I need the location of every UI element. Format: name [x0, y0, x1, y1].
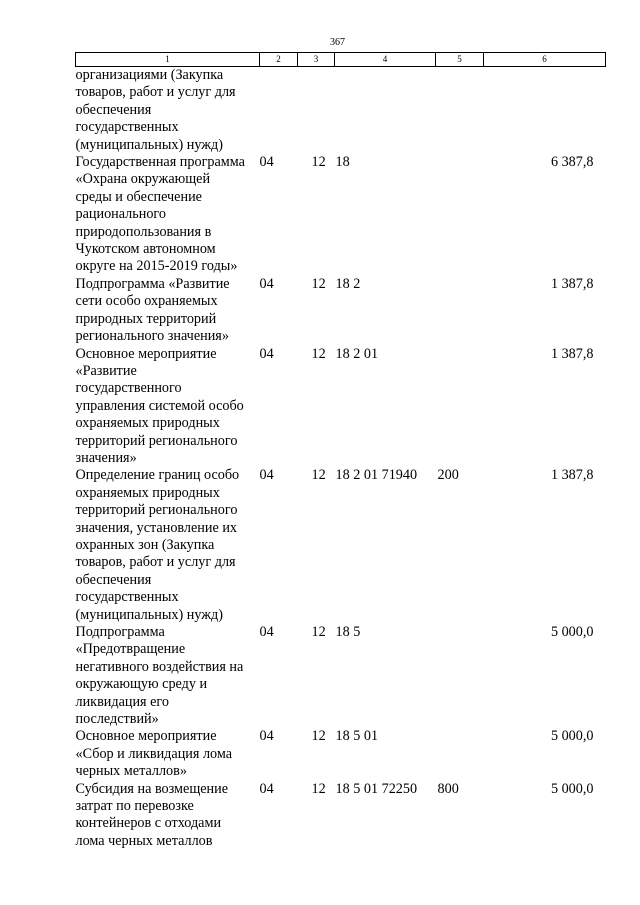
row-name [76, 728, 260, 780]
row-name-line: среды и обеспечение [75, 188, 202, 205]
table-row [76, 346, 606, 468]
table-row [76, 154, 606, 276]
row-rz: 12 [311, 154, 326, 171]
row-sum: 5 000,0 [550, 624, 594, 640]
row-csr [335, 67, 436, 155]
table-row [76, 67, 606, 155]
row-sum [484, 67, 606, 155]
row-name-line: природных территорий [75, 310, 217, 327]
header-col-6: 6 [484, 53, 606, 67]
row-name-line: природопользования в [75, 223, 212, 240]
row-ved: 04 [259, 154, 274, 171]
row-name-line: товаров, работ и услуг для [75, 554, 236, 571]
row-name-line: негативного воздействия на [75, 658, 244, 675]
row-name [76, 346, 260, 468]
row-name-line: «Сбор и ликвидация лома [75, 745, 233, 762]
row-rz [298, 67, 335, 155]
row-name [76, 781, 260, 851]
row-name-line: округе на 2015-2019 годы» [75, 258, 238, 275]
table-row [76, 728, 606, 780]
row-sum: 1 387,8 [550, 467, 594, 484]
header-col-4: 4 [335, 53, 436, 67]
row-name-line: территорий регионального [75, 432, 238, 449]
row-name-line: Основное мероприятие [75, 728, 217, 745]
row-vr [436, 624, 484, 728]
row-vr [436, 154, 484, 276]
row-name [76, 467, 260, 624]
row-name-line: окружающую среду и [75, 676, 208, 693]
row-name-line: управления системой особо [75, 397, 244, 414]
row-rz: 12 [311, 624, 326, 640]
row-vr: 800 [437, 780, 459, 797]
row-name-line: охранных зон (Закупка [75, 536, 215, 553]
page-number: 367 [330, 37, 345, 48]
row-name-line: «Охрана окружающей [75, 171, 211, 188]
row-vr [436, 67, 484, 155]
row-csr: 18 5 01 72250 [335, 780, 418, 797]
row-name-line: Определение границ особо [75, 467, 240, 484]
row-csr: 18 5 [335, 624, 361, 640]
row-name-line: рационального [75, 206, 166, 223]
row-ved: 04 [259, 467, 274, 484]
header-col-5: 5 [436, 53, 484, 67]
row-ved: 04 [259, 275, 274, 292]
row-name [76, 67, 260, 155]
header-col-3: 3 [298, 53, 335, 67]
row-csr: 18 2 01 71940 [335, 467, 418, 484]
row-name-line: Чукотском автономном [75, 241, 216, 258]
row-name-line: затрат по перевозке [75, 798, 194, 815]
row-name-line: Субсидия на возмещение [75, 780, 229, 797]
budget-table [75, 52, 606, 850]
row-name-line: Подпрограмма «Развитие [75, 275, 230, 292]
row-name-line: государственного [75, 380, 182, 397]
row-name-line: государственных [75, 589, 179, 606]
row-vr: 200 [437, 467, 459, 484]
row-name-line: государственных [75, 119, 179, 136]
row-name-line: Государственная программа [75, 154, 245, 171]
row-vr [436, 728, 484, 780]
row-csr: 18 2 [335, 275, 361, 292]
row-name-line: территорий регионального [75, 502, 238, 519]
row-name-line: Подпрограмма [75, 624, 165, 640]
row-csr: 18 5 01 [335, 728, 379, 745]
row-name-line: значения» [75, 449, 137, 466]
row-name-line: (муниципальных) нужд) [75, 606, 223, 623]
row-rz: 12 [311, 467, 326, 484]
row-name-line: обеспечения [75, 571, 152, 588]
row-sum: 1 387,8 [550, 345, 594, 362]
row-name-line: значения, установление их [75, 519, 238, 536]
row-name-line: последствий» [75, 711, 159, 728]
row-ved [260, 67, 298, 155]
row-name-line: Основное мероприятие [75, 345, 217, 362]
row-name-line: охраняемых природных [75, 484, 220, 501]
table-header [76, 53, 606, 67]
row-name-line: сети особо охраняемых [75, 293, 218, 310]
row-rz: 12 [311, 728, 326, 745]
row-name-line: ликвидация его [75, 693, 169, 710]
row-vr [436, 346, 484, 468]
header-row [76, 53, 606, 67]
row-ved: 04 [259, 624, 274, 640]
table-row [76, 624, 606, 728]
row-csr: 18 [335, 154, 350, 171]
row-vr [436, 276, 484, 346]
header-col-1: 1 [76, 53, 260, 67]
row-name-line: (муниципальных) нужд) [75, 136, 223, 153]
row-sum: 5 000,0 [550, 780, 594, 797]
row-name-line: «Предотвращение [75, 641, 186, 658]
table-row [76, 467, 606, 624]
row-name-line: лома черных металлов [75, 832, 213, 849]
row-rz: 12 [311, 275, 326, 292]
row-sum: 5 000,0 [550, 728, 594, 745]
row-name-line: черных металлов» [75, 763, 187, 780]
row-rz: 12 [311, 345, 326, 362]
table-row [76, 781, 606, 851]
row-sum: 1 387,8 [550, 275, 594, 292]
row-ved: 04 [259, 780, 274, 797]
row-name [76, 624, 260, 728]
row-name [76, 154, 260, 276]
row-name [76, 276, 260, 346]
row-name-line: «Развитие [75, 362, 137, 379]
table-row [76, 276, 606, 346]
row-name-line: обеспечения [75, 101, 152, 118]
row-ved: 04 [259, 728, 274, 745]
row-name-line: регионального значения» [75, 328, 229, 345]
row-name-line: товаров, работ и услуг для [75, 84, 236, 101]
row-sum: 6 387,8 [550, 154, 594, 171]
header-col-2: 2 [260, 53, 298, 67]
row-name-line: охраняемых природных [75, 415, 220, 432]
row-name-line: контейнеров с отходами [75, 815, 222, 832]
row-ved: 04 [259, 345, 274, 362]
table-body [76, 67, 606, 851]
row-rz: 12 [311, 780, 326, 797]
row-name-line: организациями (Закупка [75, 67, 224, 83]
row-csr: 18 2 01 [335, 345, 379, 362]
